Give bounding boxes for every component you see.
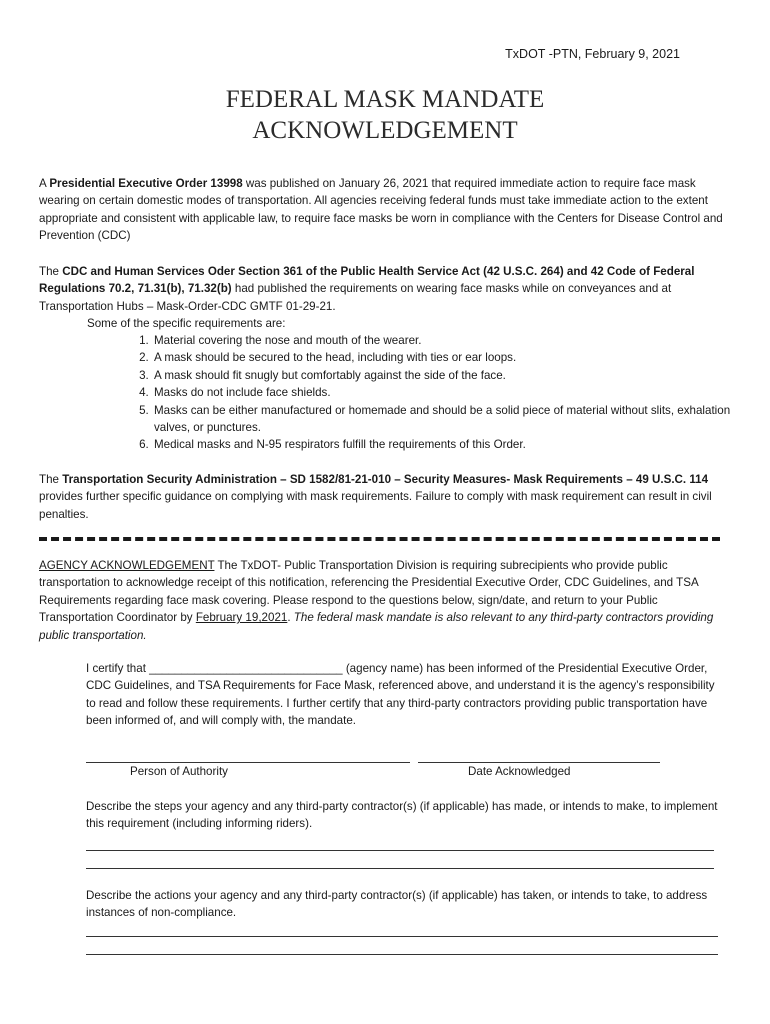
authority-label: Person of Authority — [130, 765, 228, 778]
requirements-list — [134, 332, 732, 454]
question-implementation: Describe the steps your agency and any third-party contractor(s) (if applicable) has made, or intends to make, to implement this requirement (including informing riders). — [86, 800, 718, 831]
requirement-item: 1. Material covering the nose and mouth of the wearer. — [152, 332, 732, 349]
certification-paragraph — [86, 660, 726, 730]
agency-acknowledgement-paragraph — [39, 557, 729, 644]
ack-heading: AGENCY ACKNOWLEDGEMENT — [39, 559, 215, 572]
requirement-item: 4. Masks do not include face shields. — [152, 384, 732, 401]
answer-line-implementation-2[interactable] — [86, 868, 714, 869]
title-line-2: ACKNOWLEDGEMENT — [252, 117, 518, 144]
agency-name-field[interactable]: ______________________________ — [149, 662, 343, 675]
third-party-note: The federal mask mandate is also relevant to any third-party contractors providing public transportation. — [39, 611, 714, 642]
para2-body: had published the requirements on wearing face masks while on conveyances and at Transportation Hubs – Mask-Order-CDC GMTF 01-29-21. — [39, 282, 672, 313]
certify-body: (agency name) has been informed of the Presidential Executive Order, CDC Guidelines, and TSA Requirements for Face Mask, referenced above, and understand it is the agency’s responsibility to read and follow these requirements. I further certify that any third-party contractors providing public transportation have been informed of, and will comply with, the mandate. — [86, 662, 715, 728]
answer-line-noncompliance-2[interactable] — [86, 954, 718, 955]
requirement-item: 6. Medical masks and N-95 respirators fulfill the requirements of this Order. — [152, 436, 732, 453]
due-date: February 19,2021 — [195, 611, 288, 625]
date-label: Date Acknowledged — [468, 765, 571, 778]
authority-signature-line[interactable] — [86, 762, 410, 763]
requirement-item: 2. A mask should be secured to the head, including with ties or ear loops. — [152, 349, 732, 366]
cdc-regulation-title: CDC and Human Services Oder Section 361 of the Public Health Service Act (42 U.S.C. 264) and 42 Code of Federal Regulations 70.2, 71.31(b), 71.32(b) — [39, 265, 695, 296]
para1-pre: A — [39, 177, 50, 190]
date-acknowledged-line[interactable] — [418, 762, 660, 763]
answer-line-implementation-1[interactable] — [86, 850, 714, 851]
executive-order-title: Presidential Executive Order 13998 — [49, 177, 243, 190]
section-divider — [39, 537, 720, 541]
ack-body: The TxDOT- Public Transportation Division is requiring subrecipients who provide public transportation to acknowledge receipt of this notification, referencing the Presidential Executive Order, CDC Guidelines, and TSA Requirements regarding face mask covering. Please respond to the questions below, sign/date, and return to your Public Transportation Coordinator by — [39, 559, 699, 625]
para1-body: was published on January 26, 2021 that required immediate action to require face mask wearing on certain domestic modes of transportation. All agencies receiving federal funds must take immediate action to the extent appropriate and consistent with applicable law, to require face masks be worn in compliance with the Centers for Disease Control and Prevention (CDC) — [39, 177, 723, 243]
requirement-item: 3. A mask should fit snugly but comfortably against the side of the face. — [152, 367, 732, 384]
tsa-directive-title: Transportation Security Administration – SD 1582/81-21-010 – Security Measures- Mask Requirements – 49 U.S.C. 114 — [62, 473, 709, 486]
tsa-paragraph — [39, 471, 729, 523]
certify-pre: I certify that — [86, 662, 150, 675]
requirements-intro: Some of the specific requirements are: — [87, 317, 286, 330]
para3-pre: The — [39, 473, 63, 486]
requirement-item: 5. Masks can be either manufactured or homemade and should be a solid piece of material without slits, exhalation valves, or punctures. — [152, 402, 732, 437]
answer-line-noncompliance-1[interactable] — [86, 936, 718, 937]
question-noncompliance: Describe the actions your agency and any third-party contractor(s) (if applicable) has taken, or intends to take, to address instances of non-compliance. — [86, 889, 708, 920]
para3-body: provides further specific guidance on complying with mask requirements. Failure to comply with mask requirement can result in civil penalties. — [39, 490, 712, 521]
para2-pre: The — [39, 265, 63, 278]
title-line-1: FEDERAL MASK MANDATE — [225, 86, 545, 113]
cdc-paragraph — [39, 263, 729, 315]
header-note: TxDOT -PTN, February 9, 2021 — [505, 47, 680, 61]
ack-period: . — [287, 611, 294, 625]
executive-order-paragraph — [39, 175, 729, 245]
document-title — [0, 84, 770, 146]
